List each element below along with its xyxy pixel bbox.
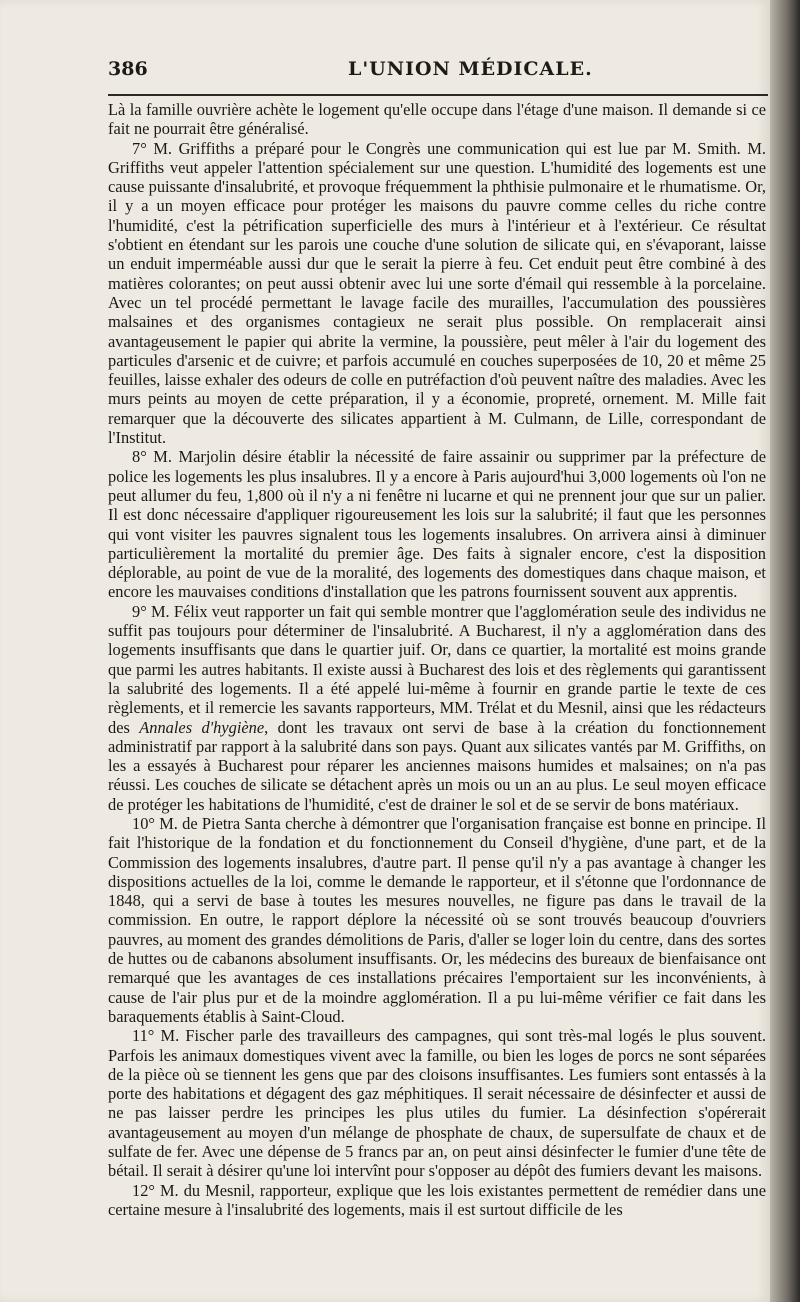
book-spine-shadow [770, 0, 800, 1302]
paragraph-griffiths: 7° M. Griffiths a préparé pour le Congrès une communication qui est lue par M. Smith. M. Griffiths veut appeler l'attention spécialement sur une question. L'humidité des logements est une cause puissante d'insalubrité, et provoque fréquemment la phthisie pulmonaire et le rhumatisme. Or, il y a un moyen efficace pour protéger les maisons du pauvre comme celles du riche contre l'humidité, c'est la pétrification superficielle des murs à l'intérieur et à l'extérieur. Ce résultat s'obtient en étendant sur les parois une couche d'une solution de silicate qui, en s'évaporant, laisse un enduit imperméable aussi dur que le serait la pierre à feu. Cet enduit peut être combiné à des matières colorantes; on peut aussi obtenir avec lui une sorte d'émail qui ressemble à la porcelaine. Avec un tel procédé permettant le lavage facile des murailles, l'accumulation des poussières malsaines et des organismes contagieux ne serait plus possible. On remplacerait ainsi avantageusement le papier qui abrite la vermine, la poussière, peut mêler à l'air du logement des particules d'arsenic et de cuivre; et parfois accumulé en couches superposées de 10, 20 et même 25 feuilles, laisse exhaler des odeurs de colle en putréfaction d'où peuvent naître des maladies. Avec les murs peints au moyen de cette préparation, il y a économie, propreté, ornement. M. Mille fait remarquer que la découverte des silicates appartient à M. Culmann, de Lille, correspondant de l'Institut. [108, 138, 766, 448]
paragraph-pietra-santa: 10° M. de Pietra Santa cherche à démontrer que l'organisation française est bonne en principe. Il fait l'historique de la fondation et du fonctionnement du Conseil d'hygiène, d'une part, et de la Commission des logements insalubres, d'autre part. Il pense qu'il n'y a pas avantage à changer les dispositions actuelles de la loi, comme le demande le rapporteur, et il s'étonne que l'ordonnance de 1848, qui a servi de base à toutes les mesures nouvelles, ne figure pas dans le travail de la commission. En outre, le rapport déplore la nécessité où se sont trouvés beaucoup d'ouvriers pauvres, au moment des grandes démolitions de Paris, d'aller se loger loin du centre, dans des sortes de huttes ou de cabanons absolument insuffisants. Or, les médecins des bureaux de bienfaisance ont remarqué que les avantages de ces installations précaires l'emportaient sur les inconvénients, à cause de l'air plus pur et de la moindre agglomération. Il a pu lui-même vérifier ce fait dans les baraquements établis à Saint-Cloud. [108, 813, 766, 1026]
page-header [108, 58, 768, 86]
paragraph-fischer: 11° M. Fischer parle des travailleurs des campagnes, qui sont très-mal logés le plus souvent. Parfois les animaux domestiques vivent avec la famille, ou bien les loges de porcs ne sont séparées de la pièce où se tiennent les gens que par des cloisons insuffisantes. Les fumiers sont entassés à la porte des habitations et dégagent des gaz méphitiques. Il serait nécessaire de désinfecter et aussi de ne pas laisser perdre les principes les plus utiles du fumier. La désinfection s'opérerait avantageusement au moyen d'un mélange de phosphate de chaux, de supersulfate de chaux et de sulfate de fer. Avec une dépense de 5 francs par an, on peut ainsi désinfecter le fumier d'une tête de bétail. Il serait à désirer qu'une loi intervînt pour s'opposer au dépôt des fumiers devant les maisons. [108, 1026, 766, 1181]
running-title: L'UNION MÉDICALE. [348, 58, 593, 80]
paragraph-marjolin: 8° M. Marjolin désire établir la nécessité de faire assainir ou supprimer par la préfecture de police les logements les plus insalubres. Il y a encore à Paris aujourd'hui 3,000 logements où l'on ne peut allumer du feu, 1,800 où il n'y a ni fenêtre ni lucarne et qui ne prennent jour que sur un palier. Il est donc nécessaire d'appliquer rigoureusement les lois sur la salubrité; il faut que les personnes qui vont visiter les pauvres signalent tous les logements insalubres. On arrivera ainsi à diminuer particulièrement la mortalité du premier âge. Des faits à signaler encore, c'est la disposition déplorable, au point de vue de la moralité, des logements des domestiques dans chaque maison, et encore les mauvaises conditions d'installation que les patrons fournissent souvent aux apprentis. [108, 447, 766, 602]
paragraph-continuation: Là la famille ouvrière achète le logement qu'elle occupe dans l'étage d'une maison. Il demande si ce fait ne pourrait être généralisé. [108, 100, 766, 139]
header-rule [108, 94, 768, 96]
journal-title: Annales d'hygiène [139, 717, 265, 737]
paragraph-du-mesnil: 12° M. du Mesnil, rapporteur, explique que les lois existantes permettent de remédier dans une certaine mesure à l'insalubrité des logements, mais il est surtout difficile de les [108, 1180, 766, 1219]
felix-text-part2: , dont les travaux ont servi de base à la création du fonctionnement administratif par rapport à la salubrité dans son pays. Quant aux silicates vantés par M. Griffiths, on les a essayés à Bucharest pour réparer les anciennes maisons humides et malsaines; on n'a pas réussi. Les couches de silicate se détachent après un mois ou un an au plus. Le seul moyen efficace de protéger les habitations de l'humidité, c'est de drainer le sol et de se servir de bons matériaux. [108, 717, 766, 814]
paragraph-felix [108, 602, 766, 814]
felix-text-part1: 9° M. Félix veut rapporter un fait qui semble montrer que l'agglomération seule des individus ne suffit pas toujours pour déterminer de l'insalubrité. A Bucharest, il n'y a agglomération dans des logements insuffisants que dans le quartier juif. Or, dans ce quartier, la mortalité est moins grande que parmi les autres habitants. Il existe aussi à Bucharest des lois et des règlements qui garantissent la salubrité des logements. Il a été appelé lui-même à fournir en grande partie le texte de ces règlements, et il remercie les savants rapporteurs, MM. Trélat et du Mesnil, ainsi que les rédacteurs des [108, 601, 766, 737]
page-number: 386 [108, 58, 148, 80]
body-text [108, 100, 766, 1290]
